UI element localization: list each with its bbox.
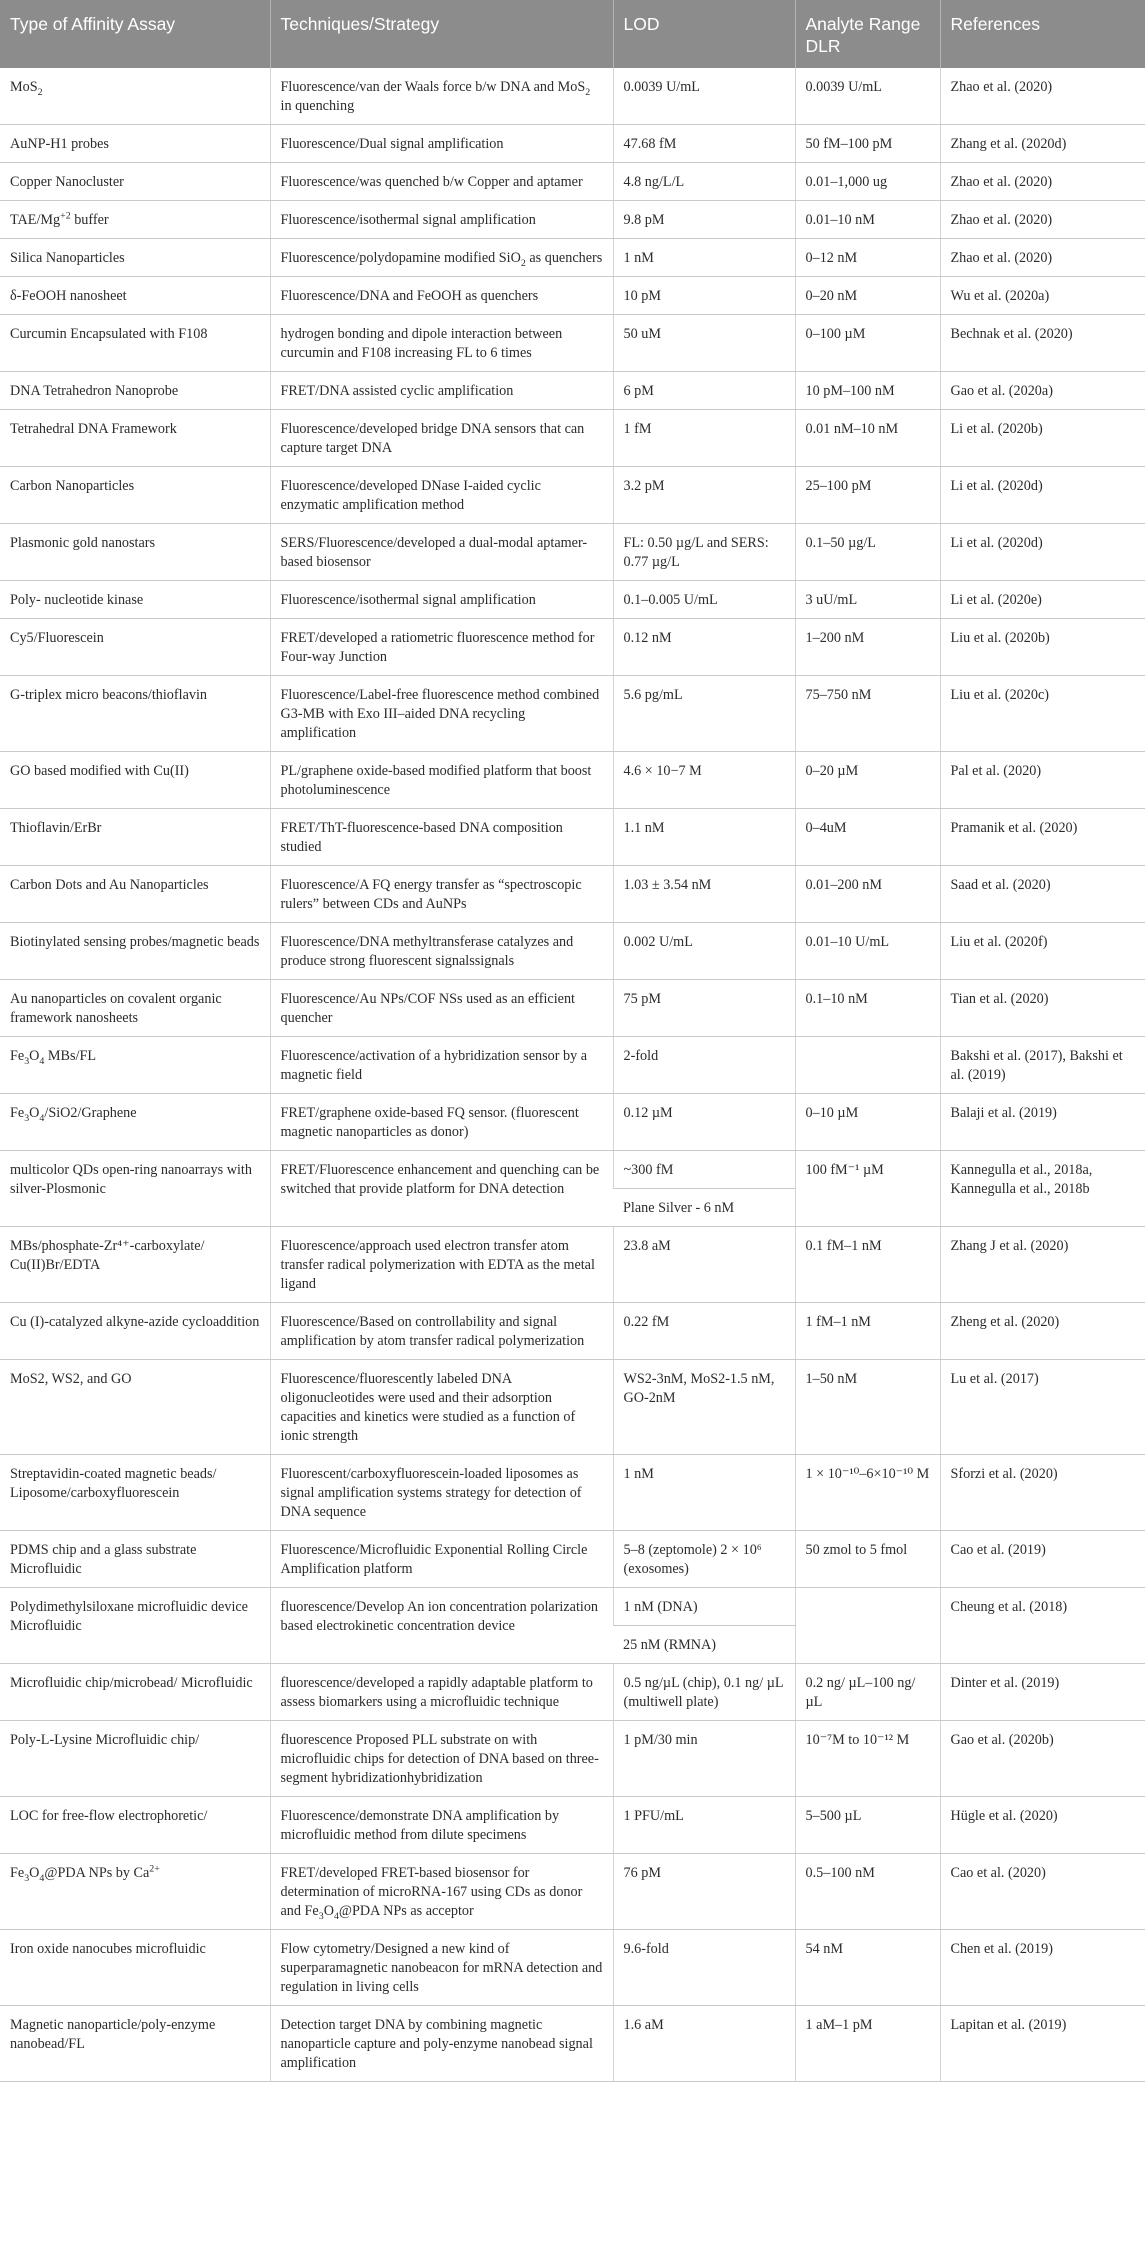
table-row [0,239,1145,277]
cell-lod: 1 nM [613,1455,795,1531]
cell-range: 0.2 ng/ µL–100 ng/µL [795,1664,940,1721]
cell-lod: 4.6 × 10−7 M [613,752,795,809]
cell-technique: FRET/developed FRET-based biosensor for determination of microRNA-167 using CDs as donor and $Fe_3O_4@PDA$ NPs as acceptor [270,1854,613,1930]
cell-technique: Fluorescence/fluorescently labeled DNA oligonucleotides were used and their adsorption capacities and kinetics were studied as a function of ionic strength [270,1360,613,1455]
cell-assay: Silica Nanoparticles [0,239,270,277]
cell-technique: Fluorescent/carboxyfluorescein-loaded liposomes as signal amplification systems strategy for detection of DNA sequence [270,1455,613,1531]
table-row [0,581,1145,619]
cell-assay: Poly-L-Lysine Microfluidic chip/ [0,1721,270,1797]
cell-range: 0.01–10 U/mL [795,923,940,980]
cell-assay: Carbon Nanoparticles [0,467,270,524]
cell-technique: Fluorescence/DNA methyltransferase catalyzes and produce strong fluorescent signalssignals [270,923,613,980]
cell-ref: Bechnak et al. (2020) [940,315,1145,372]
cell-technique: Fluorescence/was quenched b/w Copper and aptamer [270,163,613,201]
cell-range [795,1037,940,1094]
table-row [0,619,1145,676]
cell-lod: 0.12 µM [613,1094,795,1151]
cell-ref: Hügle et al. (2020) [940,1797,1145,1854]
cell-lod: 0.1–0.005 U/mL [613,581,795,619]
cell-assay: Thioflavin/ErBr [0,809,270,866]
cell-assay: LOC for free-flow electrophoretic/ [0,1797,270,1854]
cell-range: 50 zmol to 5 fmol [795,1531,940,1588]
table-row [0,2006,1145,2082]
cell-range: 75–750 nM [795,676,940,752]
cell-lod: 75 pM [613,980,795,1037]
cell-range: 100 fM⁻¹ µM [795,1151,940,1227]
table-row [0,1094,1145,1151]
cell-ref: Chen et al. (2019) [940,1930,1145,2006]
cell-ref: Gao et al. (2020a) [940,372,1145,410]
table-row [0,1930,1145,2006]
cell-lod: WS2-3nM, MoS2-1.5 nM, GO-2nM [613,1360,795,1455]
cell-ref: Zhao et al. (2020) [940,201,1145,239]
cell-ref: Wu et al. (2020a) [940,277,1145,315]
table-row [0,410,1145,467]
cell-lod: FL: 0.50 µg/L and SERS: 0.77 µg/L [613,524,795,581]
cell-range: 0–20 µM [795,752,940,809]
cell-lod: 1 PFU/mL [613,1797,795,1854]
cell-lod: 1.03 ± 3.54 nM [613,866,795,923]
cell-assay: multicolor QDs open-ring nanoarrays with silver-Plosmonic [0,1151,270,1227]
cell-assay: MoS2, WS2, and GO [0,1360,270,1455]
cell-ref: Zhang J et al. (2020) [940,1227,1145,1303]
cell-ref: Pramanik et al. (2020) [940,809,1145,866]
table-row [0,1854,1145,1930]
cell-lod: 3.2 pM [613,467,795,524]
table-row [0,372,1145,410]
cell-technique: Fluorescence/Microfluidic Exponential Rolling Circle Amplification platform [270,1531,613,1588]
cell-assay: TAE/$Mg^{+2}$ buffer [0,201,270,239]
cell-assay: Curcumin Encapsulated with F108 [0,315,270,372]
cell-technique: Fluorescence/Au NPs/COF NSs used as an efficient quencher [270,980,613,1037]
table-row [0,923,1145,980]
cell-technique: FRET/developed a ratiometric fluorescence method for Four-way Junction [270,619,613,676]
cell-lod: 1 nM (DNA) [613,1588,795,1626]
cell-technique: Fluorescence/activation of a hybridization sensor by a magnetic field [270,1037,613,1094]
cell-lod: 2-fold [613,1037,795,1094]
cell-lod: 1.1 nM [613,809,795,866]
cell-ref: Zhang et al. (2020d) [940,125,1145,163]
cell-ref: Liu et al. (2020f) [940,923,1145,980]
cell-lod: 47.68 fM [613,125,795,163]
cell-range: 3 uU/mL [795,581,940,619]
cell-range: 1 fM–1 nM [795,1303,940,1360]
cell-range: 0.0039 U/mL [795,68,940,125]
table-row [0,201,1145,239]
cell-range: 50 fM–100 pM [795,125,940,163]
table-row [0,866,1145,923]
table-header [0,0,1145,68]
table-row [0,277,1145,315]
cell-range: 0.01 nM–10 nM [795,410,940,467]
cell-range: 0–10 µM [795,1094,940,1151]
table-row [0,1227,1145,1303]
cell-lod: 0.5 ng/µL (chip), 0.1 ng/ µL (multiwell plate) [613,1664,795,1721]
cell-ref: Zhao et al. (2020) [940,163,1145,201]
cell-ref: Lapitan et al. (2019) [940,2006,1145,2082]
cell-technique: PL/graphene oxide-based modified platform that boost photoluminescence [270,752,613,809]
cell-ref: Sforzi et al. (2020) [940,1455,1145,1531]
cell-range: 1–50 nM [795,1360,940,1455]
cell-ref: Li et al. (2020e) [940,581,1145,619]
cell-technique: Fluorescence/Label-free fluorescence method combined G3-MB with Exo III–aided DNA recycling amplification [270,676,613,752]
header-references: References [940,0,1145,68]
table-row [0,1588,1145,1626]
cell-range: 0.1–10 nM [795,980,940,1037]
header-technique: Techniques/Strategy [270,0,613,68]
cell-ref: Zheng et al. (2020) [940,1303,1145,1360]
table-row [0,1455,1145,1531]
cell-assay: Plasmonic gold nanostars [0,524,270,581]
cell-assay: PDMS chip and a glass substrate Microfluidic [0,1531,270,1588]
cell-lod: 23.8 aM [613,1227,795,1303]
cell-ref: Saad et al. (2020) [940,866,1145,923]
cell-ref: Cheung et al. (2018) [940,1588,1145,1664]
table-row [0,163,1145,201]
cell-assay: Copper Nanocluster [0,163,270,201]
cell-technique: fluorescence/Develop An ion concentration polarization based electrokinetic concentration device [270,1588,613,1664]
cell-assay: DNA Tetrahedron Nanoprobe [0,372,270,410]
cell-assay: Biotinylated sensing probes/magnetic beads [0,923,270,980]
cell-ref: Li et al. (2020d) [940,524,1145,581]
cell-technique: FRET/ThT-fluorescence-based DNA composition studied [270,809,613,866]
cell-range: 0.01–10 nM [795,201,940,239]
cell-range: 0.5–100 nM [795,1854,940,1930]
cell-technique: Fluorescence/isothermal signal amplification [270,201,613,239]
cell-ref: Li et al. (2020d) [940,467,1145,524]
cell-technique: fluorescence/developed a rapidly adaptable platform to assess biomarkers using a microfluidic technique [270,1664,613,1721]
cell-range: 10⁻⁷M to 10⁻¹² M [795,1721,940,1797]
cell-range: 54 nM [795,1930,940,2006]
cell-lod: 9.8 pM [613,201,795,239]
cell-technique: hydrogen bonding and dipole interaction between curcumin and F108 increasing FL to 6 times [270,315,613,372]
cell-range: 5–500 µL [795,1797,940,1854]
cell-assay: GO based modified with Cu(II) [0,752,270,809]
header-assay-type: Type of Affinity Assay [0,0,270,68]
cell-technique: Fluorescence/Dual signal amplification [270,125,613,163]
cell-ref: Lu et al. (2017) [940,1360,1145,1455]
table-row [0,809,1145,866]
cell-range: 0.01–1,000 ug [795,163,940,201]
cell-technique: Fluorescence/developed bridge DNA sensors that can capture target DNA [270,410,613,467]
cell-assay: Streptavidin-coated magnetic beads/ Liposome/carboxyfluorescein [0,1455,270,1531]
cell-technique: SERS/Fluorescence/developed a dual-modal aptamer-based biosensor [270,524,613,581]
cell-ref: Zhao et al. (2020) [940,239,1145,277]
cell-assay: MBs/phosphate-Zr⁴⁺-carboxylate/ Cu(II)Br/EDTA [0,1227,270,1303]
cell-assay: Cy5/Fluorescein [0,619,270,676]
cell-lod: 25 nM (RMNA) [613,1626,795,1664]
table-row [0,1037,1145,1094]
cell-lod: 0.12 nM [613,619,795,676]
cell-lod: 1 pM/30 min [613,1721,795,1797]
cell-lod: 0.002 U/mL [613,923,795,980]
cell-lod: Plane Silver - 6 nM [613,1189,795,1227]
table-row [0,524,1145,581]
table-row [0,1151,1145,1189]
cell-assay: Au nanoparticles on covalent organic framework nanosheets [0,980,270,1037]
cell-assay: Poly- nucleotide kinase [0,581,270,619]
cell-range: 25–100 pM [795,467,940,524]
table-row [0,752,1145,809]
cell-range [795,1588,940,1664]
cell-technique: fluorescence Proposed PLL substrate on with microfluidic chips for detection of DNA based on three-segment hybridizationhybridization [270,1721,613,1797]
cell-assay: δ-FeOOH nanosheet [0,277,270,315]
cell-assay: Polydimethylsiloxane microfluidic device Microfluidic [0,1588,270,1664]
cell-assay: Tetrahedral DNA Framework [0,410,270,467]
cell-range: 0.1 fM–1 nM [795,1227,940,1303]
cell-assay: Carbon Dots and Au Nanoparticles [0,866,270,923]
cell-technique: Fluorescence/demonstrate DNA amplification by microfluidic method from dilute specimens [270,1797,613,1854]
cell-ref: Cao et al. (2019) [940,1531,1145,1588]
cell-technique: Flow cytometry/Designed a new kind of superparamagnetic nanobeacon for mRNA detection and regulation in living cells [270,1930,613,2006]
table-row [0,1664,1145,1721]
cell-range: 1 aM–1 pM [795,2006,940,2082]
table-row [0,315,1145,372]
cell-ref: Li et al. (2020b) [940,410,1145,467]
cell-lod: 5–8 (zeptomole) 2 × 10⁶ (exosomes) [613,1531,795,1588]
table-row [0,1360,1145,1455]
cell-lod: 6 pM [613,372,795,410]
cell-ref: Pal et al. (2020) [940,752,1145,809]
cell-lod: 1.6 aM [613,2006,795,2082]
cell-lod: 9.6-fold [613,1930,795,2006]
table-row [0,1531,1145,1588]
cell-assay: Cu (I)-catalyzed alkyne-azide cycloaddition [0,1303,270,1360]
cell-range: 0.01–200 nM [795,866,940,923]
cell-technique: Fluorescence/polydopamine modified SiO$_2$ as quenchers [270,239,613,277]
table-row [0,676,1145,752]
cell-lod: 0.22 fM [613,1303,795,1360]
cell-ref: Zhao et al. (2020) [940,68,1145,125]
cell-assay: MoS$_2$ [0,68,270,125]
cell-ref: Dinter et al. (2019) [940,1664,1145,1721]
cell-range: 1–200 nM [795,619,940,676]
cell-lod: 10 pM [613,277,795,315]
cell-assay: AuNP-H1 probes [0,125,270,163]
cell-lod: 4.8 ng/L/L [613,163,795,201]
cell-assay: $Fe_3O_4@PDA$ NPs by $Ca^{2+}$ [0,1854,270,1930]
cell-technique: Fluorescence/isothermal signal amplification [270,581,613,619]
cell-ref: Liu et al. (2020b) [940,619,1145,676]
cell-assay: Microfluidic chip/microbead/ Microfluidic [0,1664,270,1721]
cell-ref: Bakshi et al. (2017), Bakshi et al. (2019) [940,1037,1145,1094]
cell-range: 0–100 µM [795,315,940,372]
table-row [0,1797,1145,1854]
cell-range: 0.1–50 µg/L [795,524,940,581]
cell-technique: Fluorescence/approach used electron transfer atom transfer radical polymerization with EDTA as the metal ligand [270,1227,613,1303]
cell-technique: Fluorescence/A FQ energy transfer as “spectroscopic rulers” between CDs and AuNPs [270,866,613,923]
cell-ref: Liu et al. (2020c) [940,676,1145,752]
cell-technique: FRET/graphene oxide-based FQ sensor. (fluorescent magnetic nanoparticles as donor) [270,1094,613,1151]
header-lod: LOD [613,0,795,68]
header-range: Analyte Range DLR [795,0,940,68]
cell-technique: Fluorescence/van der Waals force b/w DNA and MoS$_2$ in quenching [270,68,613,125]
cell-range: 0–12 nM [795,239,940,277]
cell-lod: 50 uM [613,315,795,372]
cell-range: 0–4uM [795,809,940,866]
table-row [0,68,1145,125]
cell-ref: Cao et al. (2020) [940,1854,1145,1930]
table-row [0,125,1145,163]
cell-range: 10 pM–100 nM [795,372,940,410]
cell-technique: FRET/Fluorescence enhancement and quenching can be switched that provide platform for DNA detection [270,1151,613,1227]
cell-ref: Gao et al. (2020b) [940,1721,1145,1797]
cell-lod: 1 fM [613,410,795,467]
cell-technique: Fluorescence/Based on controllability and signal amplification by atom transfer radical polymerization [270,1303,613,1360]
table-row [0,467,1145,524]
cell-range: 1 × 10⁻¹⁰–6×10⁻¹⁰ M [795,1455,940,1531]
cell-assay: Iron oxide nanocubes microfluidic [0,1930,270,2006]
cell-technique: FRET/DNA assisted cyclic amplification [270,372,613,410]
table-row [0,1303,1145,1360]
cell-assay: Magnetic nanoparticle/poly-enzyme nanobead/FL [0,2006,270,2082]
cell-assay: $Fe_3O_4$ MBs/FL [0,1037,270,1094]
cell-ref: Kannegulla et al., 2018a, Kannegulla et al., 2018b [940,1151,1145,1227]
table-row [0,980,1145,1037]
cell-assay: G-triplex micro beacons/thioflavin [0,676,270,752]
cell-technique: Detection target DNA by combining magnetic nanoparticle capture and poly-enzyme nanobead signal amplification [270,2006,613,2082]
cell-lod: ~300 fM [613,1151,795,1189]
cell-technique: Fluorescence/DNA and FeOOH as quenchers [270,277,613,315]
cell-lod: 76 pM [613,1854,795,1930]
cell-lod: 5.6 pg/mL [613,676,795,752]
cell-range: 0–20 nM [795,277,940,315]
table-row [0,1721,1145,1797]
cell-lod: 1 nM [613,239,795,277]
cell-ref: Balaji et al. (2019) [940,1094,1145,1151]
table-body [0,68,1145,2082]
cell-assay: $Fe_3O_4/SiO2$/Graphene [0,1094,270,1151]
cell-ref: Tian et al. (2020) [940,980,1145,1037]
cell-lod: 0.0039 U/mL [613,68,795,125]
cell-technique: Fluorescence/developed DNase I-aided cyclic enzymatic amplification method [270,467,613,524]
header-row [0,0,1145,68]
